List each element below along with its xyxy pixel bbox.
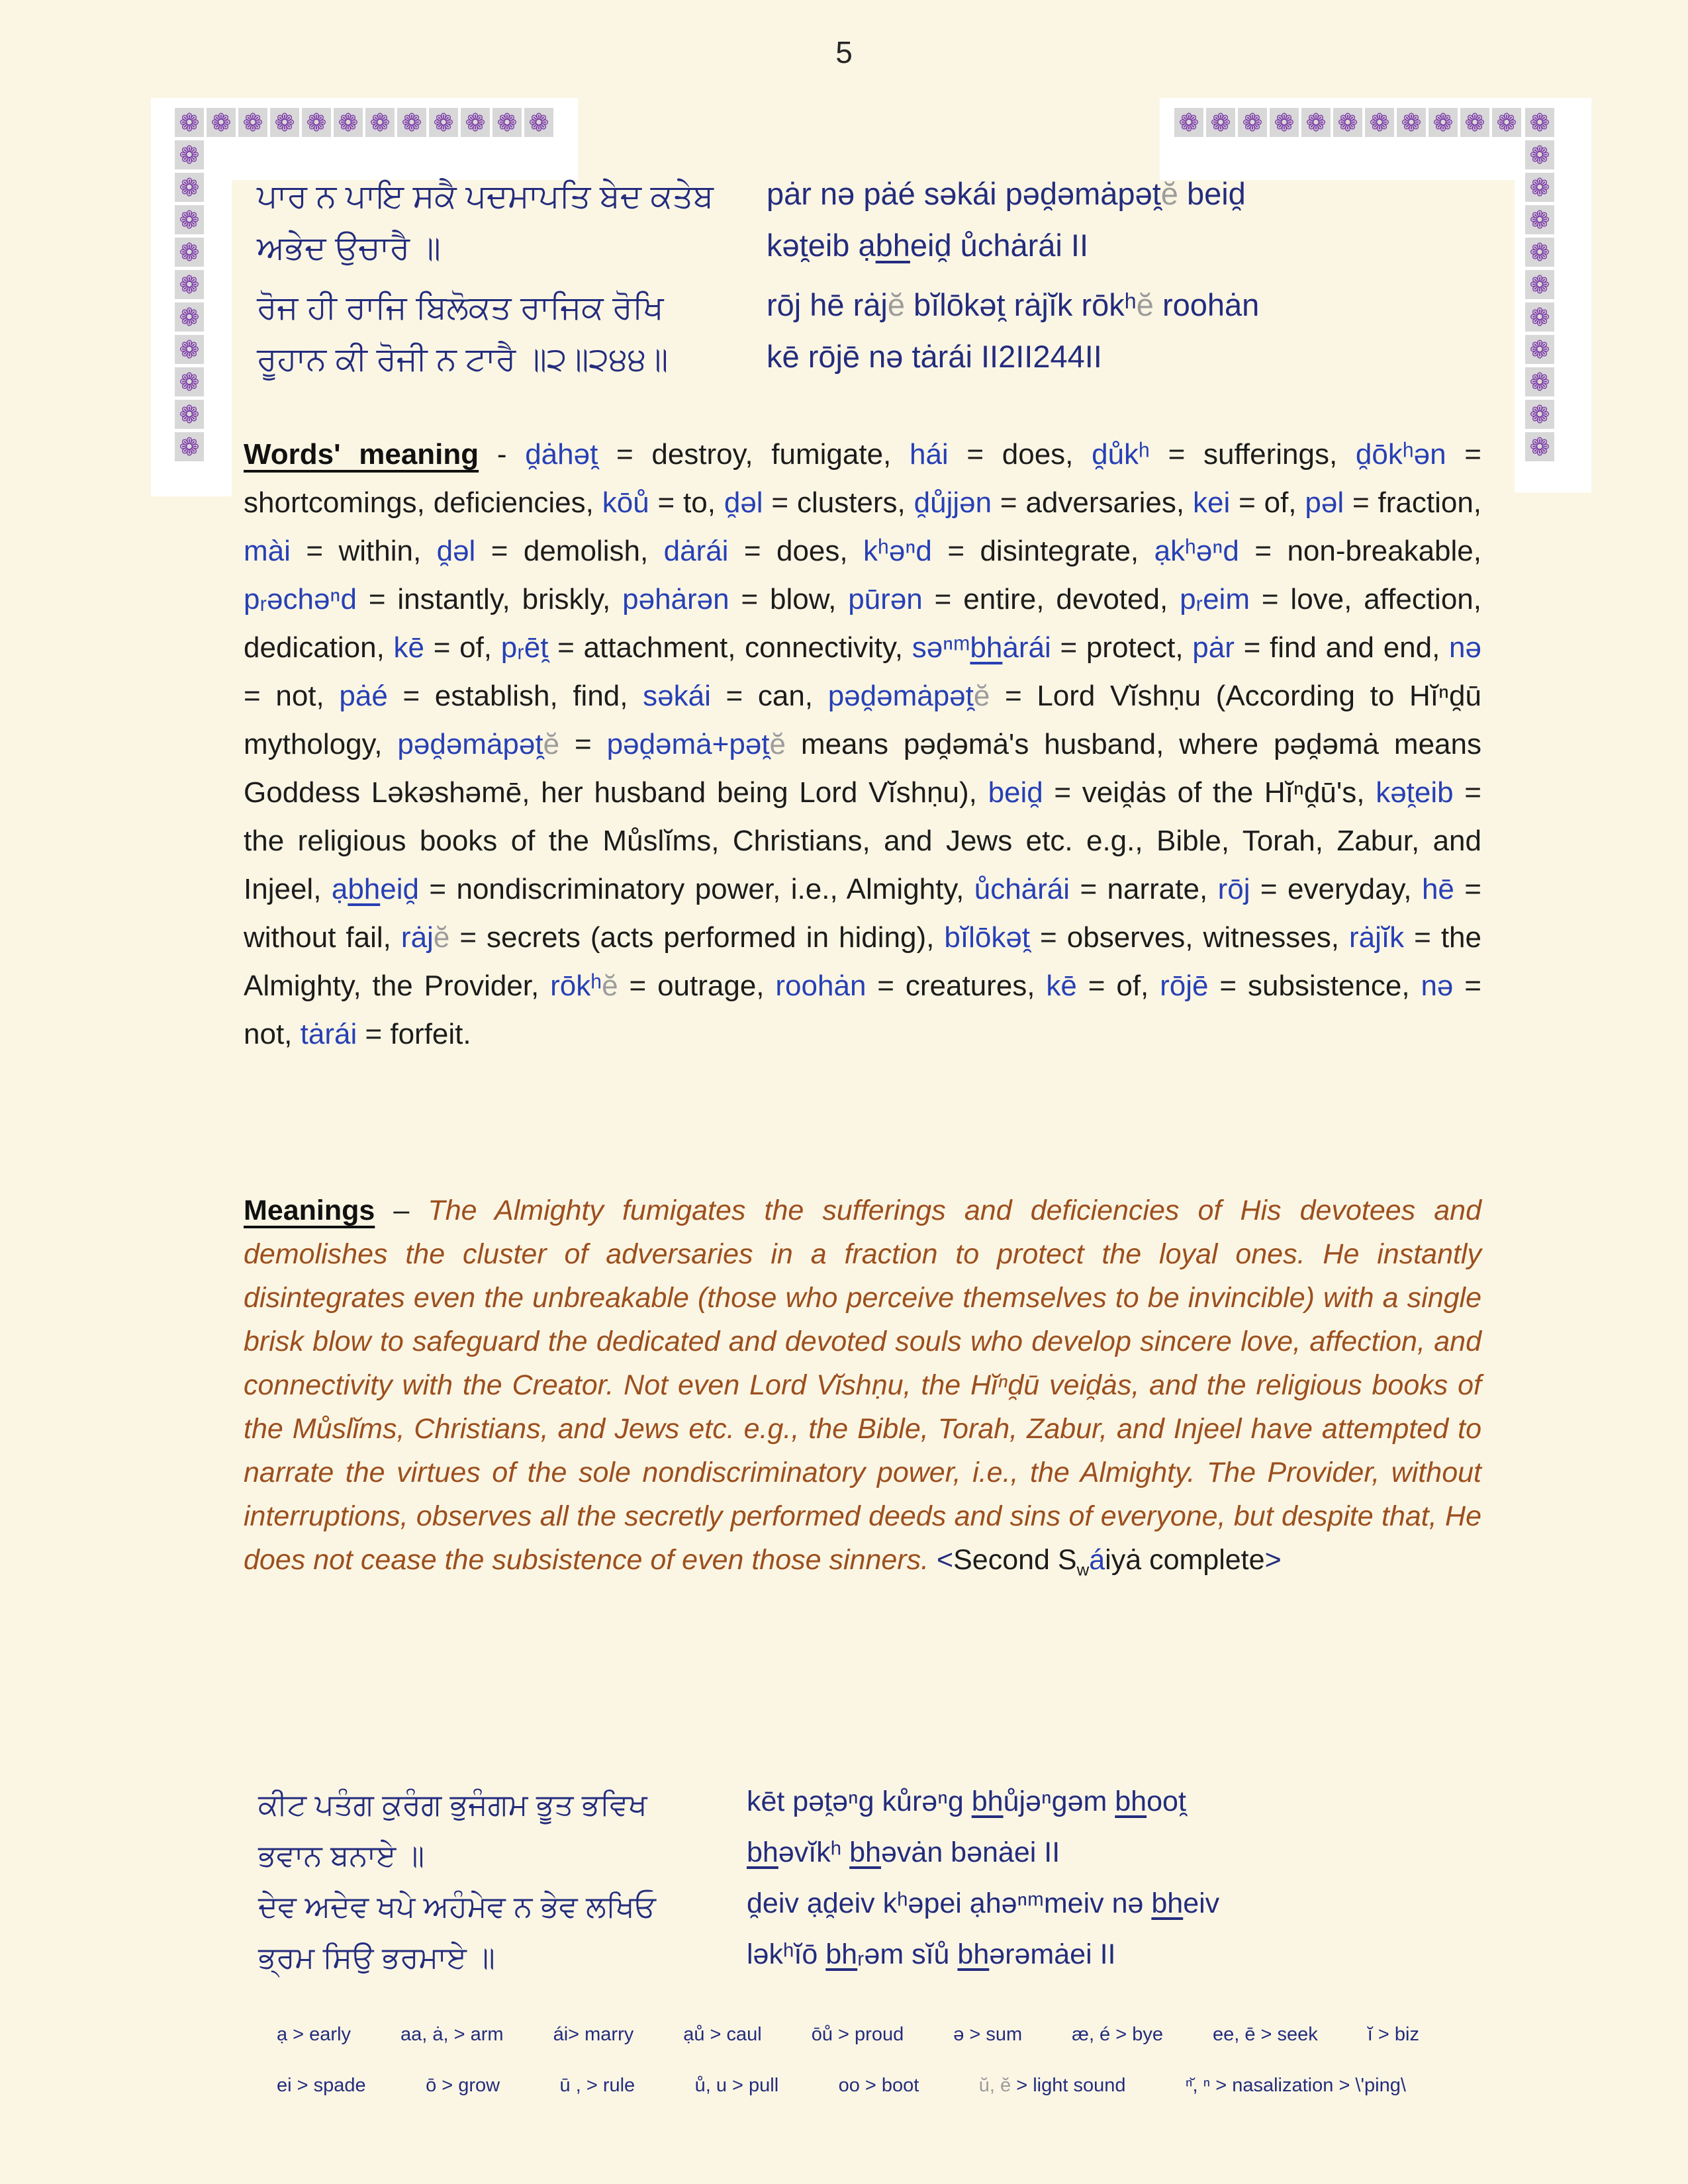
text-segment: = observes, witnesses, — [1030, 921, 1349, 954]
transliteration-line — [747, 1776, 1409, 1827]
text-segment: = love, affection, dedication, — [244, 583, 1481, 664]
text-segment: səⁿᵐ — [912, 631, 970, 664]
text-segment: səkái — [643, 680, 711, 712]
text-segment: ĕ — [769, 728, 786, 760]
text-segment: < — [937, 1544, 954, 1576]
text-segment: eid̯ — [380, 873, 419, 905]
text-segment: = of, — [1076, 970, 1160, 1002]
text-segment: æ, é > bye — [1072, 2024, 1163, 2045]
transliteration-line — [767, 220, 1402, 271]
text-segment: ĕ — [543, 728, 560, 760]
key-entry — [277, 2075, 366, 2097]
text-segment: - — [479, 438, 526, 471]
text-segment: á — [1089, 1544, 1105, 1576]
text-segment: tȧrái — [300, 1018, 357, 1050]
text-segment: pᵣeim — [1180, 583, 1250, 615]
key-entry — [553, 2024, 634, 2046]
florette-icon: ❁ — [1429, 108, 1458, 137]
florette-icon: ❁ — [175, 400, 204, 429]
text-segment: – — [375, 1195, 428, 1226]
text-segment: = veid̯ȧs of the Hĭⁿd̯ū's, — [1043, 776, 1376, 809]
florette-icon: ❁ — [461, 108, 490, 137]
florette-icon: ❁ — [1525, 173, 1554, 202]
key-entry — [1368, 2024, 1419, 2046]
text-segment: w — [1076, 1561, 1090, 1580]
text-segment: = instantly, briskly, — [356, 583, 623, 615]
text-segment: = blow, — [729, 583, 849, 615]
text-segment: = narrate, — [1070, 873, 1218, 905]
text-segment: = Lord Vĭshṇu (According to Hĭⁿd̯ū mythology, — [244, 680, 1481, 760]
florette-icon: ❁ — [302, 108, 331, 137]
florette-icon: ❁ — [1206, 108, 1235, 137]
text-segment: = sufferings, — [1149, 438, 1356, 471]
text-segment: = of, — [424, 631, 501, 664]
key-entry — [1213, 2024, 1318, 2046]
text-segment: əvĭkʰ — [778, 1837, 850, 1868]
florette-icon: ❁ — [1525, 205, 1554, 234]
text-segment: = everyday, — [1250, 873, 1422, 905]
florette-icon: ❁ — [175, 140, 204, 169]
text-segment: = nondiscriminatory power, i.e., Almighty, — [418, 873, 974, 905]
text-segment: kʰəⁿd — [863, 535, 932, 567]
florette-icon: ❁ — [238, 108, 267, 137]
florette-icon: ❁ — [175, 173, 204, 202]
text-segment: ĕ — [602, 970, 618, 1002]
text-segment: ái> marry — [553, 2024, 634, 2045]
gurmukhi-line: ਭ੍ਰਮ ਸਿਉ ਭਰਮਾਏ ॥ — [258, 1940, 495, 1974]
key-entry — [953, 2024, 1022, 2046]
top-stanza-transliteration — [767, 168, 1402, 383]
gurmukhi-line: ਪਾਰ ਨ ਪਾਇ ਸਕੈ ਪਦਮਾਪਤਿ ਬੇਦ ਕਤੇਬ — [257, 179, 714, 214]
text-segment: Words' meaning — [244, 438, 479, 471]
text-segment: = does, — [728, 535, 864, 567]
text-segment: kei — [1192, 486, 1231, 519]
text-segment: rōj — [1217, 873, 1250, 905]
text-segment: bh — [1115, 1786, 1147, 1817]
text-segment: d̯əl — [724, 486, 763, 519]
text-segment: = adversaries, — [992, 486, 1193, 519]
text-segment: rȧj — [400, 921, 434, 954]
text-segment: pȧr — [1192, 631, 1235, 664]
top-stanza-gurmukhi — [257, 171, 767, 385]
florette-icon: ❁ — [334, 108, 363, 137]
meanings-paragraph — [244, 1189, 1481, 1592]
text-segment: nə — [1449, 631, 1481, 664]
florette-icon: ❁ — [1525, 432, 1554, 461]
text-segment: iyȧ complete — [1105, 1544, 1265, 1576]
text-segment: bh — [1151, 1888, 1184, 1919]
florette-icon: ❁ — [429, 108, 458, 137]
transliteration-line — [747, 1878, 1409, 1929]
text-segment: pȧr nə pȧé səkái pəd̯əmȧpət̯ — [767, 176, 1161, 211]
key-entry — [277, 2024, 351, 2046]
text-segment: = the Almighty, the Provider, — [244, 921, 1481, 1002]
florette-icon: ❁ — [1525, 108, 1554, 137]
florette-icon: ❁ — [492, 108, 522, 137]
text-segment: The Almighty fumigates the sufferings and deficiencies of His devotees and demolishes the cluster of adversaries in a fraction to protect the loyal ones. He instantly disintegrates even the unbreakable (those who perceive themselves to be invincible) with a single brisk blow to safeguard the dedicated and devoted souls who develop sincere love, affection, and connectivity with the Creator. Not even Lord Vĭshṇu, the Hĭⁿd̯ū veid̯ȧs, and the religious books of the Můslĭms, Christians, and Jews etc. e.g., the Bible, Torah, Zabur, and Injeel have attempted to narrate the virtues of the sole nondiscriminatory power, i.e., the Almighty. The Provider, without interruptions, observes all the secretly performed deeds and sins of everyone, but despite that, He does not cease the subsistence of even those sinners. — [244, 1195, 1481, 1576]
text-segment: pəl — [1305, 486, 1344, 519]
text-segment: ərəmȧei II — [989, 1938, 1116, 1970]
florette-icon: ❁ — [207, 108, 236, 137]
text-segment: pəhȧrən — [622, 583, 729, 615]
text-segment: ĭ > biz — [1367, 2024, 1419, 2045]
text-segment: bh — [825, 1938, 858, 1970]
text-segment: eid̯ ůchȧrái II — [910, 228, 1089, 263]
text-segment: = secrets (acts performed in hiding), — [449, 921, 945, 954]
text-segment: ȧrái — [1002, 631, 1051, 664]
text-segment: = not, — [244, 970, 1481, 1050]
text-segment: d̯ȧhət̯ — [525, 438, 598, 471]
words-meaning-paragraph — [244, 430, 1481, 1058]
florette-icon: ❁ — [1525, 335, 1554, 364]
transliteration-line — [767, 168, 1402, 220]
text-segment: d̯eiv ạd̯eiv kʰəpei ạhəⁿᵐmeiv nə — [747, 1888, 1152, 1919]
text-segment: pᵣēt̯ — [500, 631, 549, 664]
text-segment: ĕ — [1136, 287, 1154, 322]
text-segment: beid̯ — [988, 776, 1043, 809]
text-segment: ạ — [331, 873, 348, 905]
text-segment: ŭ, ĕ — [978, 2075, 1011, 2096]
text-segment: = subsistence, — [1208, 970, 1421, 1002]
text-segment: d̯ōkʰən — [1355, 438, 1446, 471]
text-segment: bh — [875, 228, 910, 263]
key-entry — [426, 2075, 500, 2097]
text-segment: kēt pət̯əⁿg kůrəⁿg — [747, 1786, 972, 1817]
florette-icon: ❁ — [1525, 400, 1554, 429]
text-segment: = shortcomings, deficiencies, — [244, 438, 1482, 519]
text-segment: = outrage, — [618, 970, 776, 1002]
text-segment: ə > sum — [953, 2024, 1023, 2045]
key-entry — [1072, 2024, 1163, 2046]
ornament-border-top-right — [1174, 108, 1521, 137]
text-segment: ĕ — [887, 287, 905, 322]
text-segment: beid̯ — [1178, 176, 1246, 211]
florette-icon: ❁ — [1525, 367, 1554, 396]
text-segment: = can, — [710, 680, 828, 712]
text-segment: = entire, devoted, — [922, 583, 1180, 615]
gurmukhi-line: ਰੂਹਾਨ ਕੀ ਰੋਜੀ ਨ ਟਾਰੈ ॥੨॥੨੪੪॥ — [257, 341, 669, 377]
text-segment: roohȧn — [775, 970, 867, 1002]
text-segment: = attachment, connectivity, — [548, 631, 912, 664]
text-segment: means pəd̯əmȧ's husband, where pəd̯əmȧ means Goddess Ləkəshəmē, her husband being Lord Vĭshṇu), — [244, 728, 1481, 809]
florette-icon: ❁ — [1525, 302, 1554, 332]
text-segment: mài — [244, 535, 291, 567]
ornament-border-left — [175, 108, 204, 461]
florette-icon: ❁ — [175, 432, 204, 461]
text-segment: ạů > caul — [683, 2024, 762, 2045]
ornament-border-right — [1525, 108, 1554, 461]
text-segment: pəd̯əmȧpət̯ — [827, 680, 974, 712]
florette-icon: ❁ — [175, 270, 204, 299]
text-segment: ạ > early — [277, 2024, 352, 2045]
text-segment: = non-breakable, — [1239, 535, 1481, 567]
text-segment: = clusters, — [763, 486, 914, 519]
text-segment: = not, — [244, 680, 340, 712]
text-segment: oot̯ — [1147, 1786, 1186, 1817]
florette-icon: ❁ — [1238, 108, 1267, 137]
text-segment: ləkʰĭō — [747, 1938, 826, 1970]
text-segment: oo > boot — [838, 2075, 919, 2096]
key-entry — [560, 2075, 635, 2097]
text-segment: əvȧn bənȧei II — [880, 1837, 1060, 1868]
text-segment: kət̯eib ạ — [767, 228, 876, 263]
text-segment: > — [1264, 1544, 1282, 1576]
text-segment: kē — [1046, 970, 1077, 1002]
key-entry — [683, 2024, 762, 2046]
text-segment: = destroy, fumigate, — [598, 438, 910, 471]
gurmukhi-line: ਦੇਵ ਅਦੇਵ ਖਪੇ ਅਹੰਮੇਵ ਨ ਭੇਵ ਲਖਿਓ — [258, 1889, 656, 1923]
text-segment: d̯ůjjən — [914, 486, 992, 519]
florette-icon: ❁ — [1365, 108, 1394, 137]
text-segment: rōkʰ — [550, 970, 602, 1002]
text-segment: rȧjĭk — [1348, 921, 1405, 954]
text-segment: pəd̯əmȧpət̯ — [397, 728, 543, 760]
pronunciation-key-row-2 — [277, 2075, 1406, 2097]
text-segment: bĭlōkət̯ — [944, 921, 1031, 954]
text-segment: bh — [747, 1837, 778, 1868]
text-segment: = protect, — [1051, 631, 1193, 664]
text-segment: ĕ — [973, 680, 990, 712]
text-segment: = — [559, 728, 607, 760]
florette-icon: ❁ — [1460, 108, 1489, 137]
text-segment: pəd̯əmȧ+pət̯ — [606, 728, 770, 760]
florette-icon: ❁ — [365, 108, 395, 137]
florette-icon: ❁ — [1525, 270, 1554, 299]
text-segment: ee, ē > seek — [1212, 2024, 1318, 2045]
text-segment: ū , > rule — [559, 2075, 635, 2096]
text-segment: Second S — [953, 1544, 1077, 1576]
text-segment: = within, — [290, 535, 437, 567]
text-segment: d̯ůkʰ — [1092, 438, 1150, 471]
transliteration-line — [747, 1827, 1409, 1878]
pronunciation-key — [277, 2024, 1419, 2097]
text-segment: Meanings — [244, 1195, 375, 1226]
florette-icon: ❁ — [397, 108, 426, 137]
text-segment: ᵣəm sĭů — [857, 1938, 958, 1970]
text-segment: hái — [909, 438, 949, 471]
text-segment: aa, ȧ, > arm — [400, 2024, 504, 2045]
gurmukhi-line: ਅਭੇਦ ਉਚਾਰੈ ॥ — [257, 230, 441, 266]
florette-icon: ❁ — [1397, 108, 1426, 137]
florette-icon: ❁ — [1174, 108, 1203, 137]
text-segment: ĕ — [433, 921, 450, 954]
text-segment: ō > grow — [426, 2075, 500, 2096]
text-segment: kē — [393, 631, 425, 664]
text-segment: kōů — [602, 486, 649, 519]
text-segment: bh — [970, 631, 1003, 664]
florette-icon: ❁ — [270, 108, 299, 137]
text-segment: pȧé — [339, 680, 388, 712]
text-segment: kē rōjē nə tȧrái II2II244II — [767, 339, 1102, 374]
florette-icon: ❁ — [175, 367, 204, 396]
text-segment: = demolish, — [475, 535, 664, 567]
text-segment: roohȧn — [1153, 287, 1260, 322]
florette-icon: ❁ — [1525, 140, 1554, 169]
gurmukhi-line: ਭਵਾਨ ਬਨਾਏ ॥ — [258, 1839, 425, 1872]
text-segment: = does, — [948, 438, 1092, 471]
florette-icon: ❁ — [1525, 238, 1554, 267]
key-entry — [839, 2075, 919, 2097]
florette-icon: ❁ — [1492, 108, 1521, 137]
text-segment: ōů > proud — [811, 2024, 904, 2045]
text-segment: ůjəⁿgəm — [1003, 1786, 1115, 1817]
bottom-stanza-gurmukhi — [258, 1779, 748, 1983]
transliteration-line — [767, 331, 1402, 383]
text-segment: bh — [849, 1837, 881, 1868]
text-segment: bh — [957, 1938, 990, 1970]
text-segment: nə — [1421, 970, 1454, 1002]
text-segment: ạkʰəⁿd — [1154, 535, 1239, 567]
florette-icon: ❁ — [175, 238, 204, 267]
gurmukhi-line: ਰੋਜ ਹੀ ਰਾਜਿ ਬਿਲੋਕਤ ਰਾਜਿਕ ਰੋਖਿ — [257, 290, 664, 326]
text-segment: ůchȧrái — [974, 873, 1070, 905]
text-segment: = to, — [649, 486, 724, 519]
key-entry — [812, 2024, 904, 2046]
text-segment: rōj hē rȧj — [767, 287, 888, 322]
page-number: 5 — [835, 35, 853, 69]
text-segment: bh — [348, 873, 381, 905]
transliteration-line — [747, 1929, 1409, 1980]
text-segment: bĭlōkət̯ rȧjĭk rōkʰ — [905, 287, 1137, 322]
text-segment: pūrən — [848, 583, 923, 615]
key-entry — [979, 2075, 1126, 2097]
gurmukhi-line: ਕੀਟ ਪਤੰਗ ਕੁਰੰਗ ਭੁਜੰਗਮ ਭੂਤ ਭਵਿਖ — [258, 1788, 647, 1821]
text-segment: = creatures, — [866, 970, 1047, 1002]
text-segment: = find and end, — [1234, 631, 1450, 664]
text-segment: ů, u > pull — [694, 2075, 779, 2096]
florette-icon: ❁ — [1301, 108, 1331, 137]
text-segment: = establish, find, — [387, 680, 643, 712]
text-segment: = of, — [1230, 486, 1305, 519]
key-entry — [400, 2024, 504, 2046]
text-segment: eiv — [1183, 1888, 1220, 1919]
florette-icon: ❁ — [175, 302, 204, 332]
text-segment: = fraction, — [1344, 486, 1482, 519]
text-segment: hē — [1421, 873, 1454, 905]
text-segment: = disintegrate, — [931, 535, 1154, 567]
text-segment: d̯əl — [436, 535, 476, 567]
text-segment: ei > spade — [277, 2075, 366, 2096]
text-segment: kət̯eib — [1376, 776, 1454, 809]
text-segment: > light sound — [1011, 2075, 1126, 2096]
text-segment: pᵣəchəⁿd — [244, 583, 357, 615]
transliteration-line — [767, 279, 1402, 331]
text-segment: = forfeit. — [357, 1018, 471, 1050]
text-segment: = without fail, — [244, 873, 1481, 954]
florette-icon: ❁ — [175, 108, 204, 137]
florette-icon: ❁ — [175, 205, 204, 234]
text-segment: bh — [971, 1786, 1004, 1817]
pronunciation-key-row-1 — [277, 2024, 1419, 2046]
key-entry — [1186, 2075, 1406, 2097]
text-segment: rōjē — [1160, 970, 1209, 1002]
ornament-border-top-left — [207, 108, 553, 137]
florette-icon: ❁ — [1270, 108, 1299, 137]
florette-icon: ❁ — [1333, 108, 1362, 137]
florette-icon: ❁ — [524, 108, 553, 137]
text-segment: ĕ — [1160, 176, 1178, 211]
text-segment: ⁿ̆, ⁿ > nasalization > \'ping\ — [1185, 2075, 1406, 2096]
text-segment: dȧrái — [663, 535, 729, 567]
key-entry — [695, 2075, 779, 2097]
text-segment: = the religious books of the Můslĭms, Christians, and Jews etc. e.g., Bible, Torah, Zabur, and Injeel, — [244, 776, 1481, 905]
florette-icon: ❁ — [175, 335, 204, 364]
bottom-stanza-transliteration — [747, 1776, 1409, 1980]
